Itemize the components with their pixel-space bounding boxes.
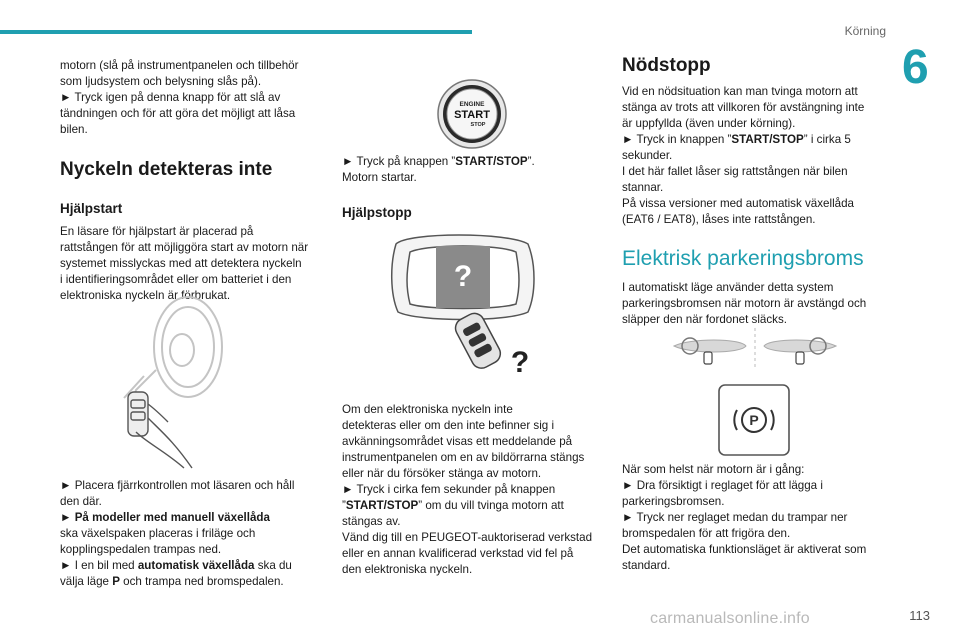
run-line: bromspedalen för att frigöra den. [622, 527, 791, 540]
epb-line: släpper den när fordonet släcks. [622, 313, 787, 326]
key-question-mark: ? [510, 346, 530, 379]
watermark: carmanualsonline.info [650, 610, 810, 627]
column-right [622, 54, 884, 328]
pedal-icon [796, 352, 804, 364]
column-right-bottom [622, 462, 884, 574]
force-stop-line2: ”START/STOP” om du vill tvinga motorn att [342, 499, 564, 512]
column-left [60, 58, 322, 304]
emerg-more: På vissa versioner med automatisk växellåda [622, 197, 854, 210]
force-stop-line3: stängas av. [342, 515, 401, 528]
chapter-number: 6 [902, 41, 929, 94]
step-line: den där. [60, 495, 102, 508]
help-line: i identifieringsområdet eller om batteriet i den [60, 273, 292, 286]
emerg-line: Vid en nödsituation kan man tvinga motorn att [622, 85, 858, 98]
heading-key-not-detected: Nyckeln detekteras inte [60, 159, 273, 180]
header-accent-bar [0, 30, 472, 34]
emerg-more: (EAT6 / EAT8), låses inte rattstången. [622, 213, 816, 226]
step-auto-line: ► I en bil med automatisk växellåda ska du [60, 559, 292, 572]
step-line: kopplingspedalen trampas ned. [60, 543, 222, 556]
step-manual-gearbox: ► På modeller med manuell växellåda [60, 511, 270, 524]
help-line: systemet misslyckas med att detektera nyckeln [60, 257, 302, 270]
page-number: 113 [909, 608, 930, 623]
epb-line: parkeringsbromsen när motorn är avstängd och [622, 297, 867, 310]
dealer-line: den elektroniska nyckeln. [342, 563, 473, 576]
dealer-line: Vänd dig till en PEUGEOT-auktoriserad verkstad [342, 531, 593, 544]
dealer-line: eller en annan kvalificerad verkstad vid fel på [342, 547, 574, 560]
force-stop-line: ► Tryck i cirka fem sekunder på knappen [342, 483, 556, 496]
intro-line: tändningen och för att göra det möjligt att låsa [60, 107, 296, 120]
car-question-mark: ? [453, 260, 473, 293]
help-line: elektroniska nyckeln är förbrukat. [60, 289, 231, 302]
run-line: När som helst när motorn är i gång: [622, 463, 805, 476]
step-line: ska växelspaken placeras i friläge och [60, 527, 256, 540]
stop-line: eller när du försöker stänga av motorn. [342, 467, 542, 480]
heading-assisted-stop: Hjälpstopp [342, 205, 412, 220]
run-line: standard. [622, 559, 671, 572]
parking-brake-switch-illustration [718, 384, 790, 456]
run-line: ► Tryck ner reglaget medan du trampar ner [622, 511, 848, 524]
column-left-steps [60, 478, 322, 590]
section-title: Körning [844, 24, 886, 38]
emerg-line: stänga av trots att villkoren för avstängning inte [622, 101, 865, 114]
heading-electric-parking-brake: Elektrisk parkeringsbroms [622, 247, 864, 270]
emerg-more: stannar. [622, 181, 664, 194]
stop-line: Om den elektroniska nyckeln inte [342, 403, 513, 416]
step-auto-line2: välja läge P och trampa ned bromspedalen. [60, 575, 284, 588]
help-line: En läsare för hjälpstart är placerad på [60, 225, 254, 238]
press-line: ► Tryck på knappen ”START/STOP”. [342, 155, 535, 168]
intro-line: som ljudsystem och belysning slås på). [60, 75, 262, 88]
intro-line: ► Tryck igen på denna knapp för att slå av [60, 91, 281, 104]
emerg-step: ► Tryck in knappen ”START/STOP” i cirka 5 [622, 133, 851, 146]
parking-brake-p-icon: P [749, 412, 759, 428]
emerg-more: I det här fallet låser sig rattstången när bilen [622, 165, 848, 178]
button-start-label: START [454, 109, 490, 121]
button-stop-label: STOP [470, 122, 486, 128]
run-line: parkeringsbromsen. [622, 495, 725, 508]
stop-line: detekteras eller om den inte befinner sig i [342, 419, 555, 432]
run-line: Det automatiska funktionsläget är aktiverat som [622, 543, 867, 556]
column-middle-top [342, 154, 604, 222]
steering-wheel-key-illustration [116, 292, 226, 470]
help-line: rattstången för att möjliggöra start av motorn när [60, 241, 309, 254]
parking-brake-pedals-illustration [670, 326, 840, 370]
column-middle-bottom [342, 402, 604, 578]
intro-line: bilen. [60, 123, 88, 136]
emerg-line: är uppfyllda (även under körning). [622, 117, 796, 130]
pedal-icon [704, 352, 712, 364]
run-line: ► Dra försiktigt i reglaget för att lägga i [622, 479, 823, 492]
button-engine-label: ENGINE [459, 101, 485, 108]
car-key-illustration [388, 224, 538, 386]
intro-line: motorn (slå på instrumentpanelen och tillbehör [60, 59, 299, 72]
step-line: ► Placera fjärrkontrollen mot läsaren och håll [60, 479, 295, 492]
stop-line: avkänningsområdet visas ett meddelande på [342, 435, 573, 448]
emerg-step2: sekunder. [622, 149, 673, 162]
stop-line: instrumentpanelen om en av bildörrarna stängs [342, 451, 585, 464]
engine-starts: Motorn startar. [342, 171, 417, 184]
epb-line: I automatiskt läge använder detta system [622, 281, 834, 294]
start-stop-button-illustration [436, 78, 508, 150]
heading-emergency-stop: Nödstopp [622, 55, 711, 76]
heading-assisted-start: Hjälpstart [60, 201, 123, 216]
